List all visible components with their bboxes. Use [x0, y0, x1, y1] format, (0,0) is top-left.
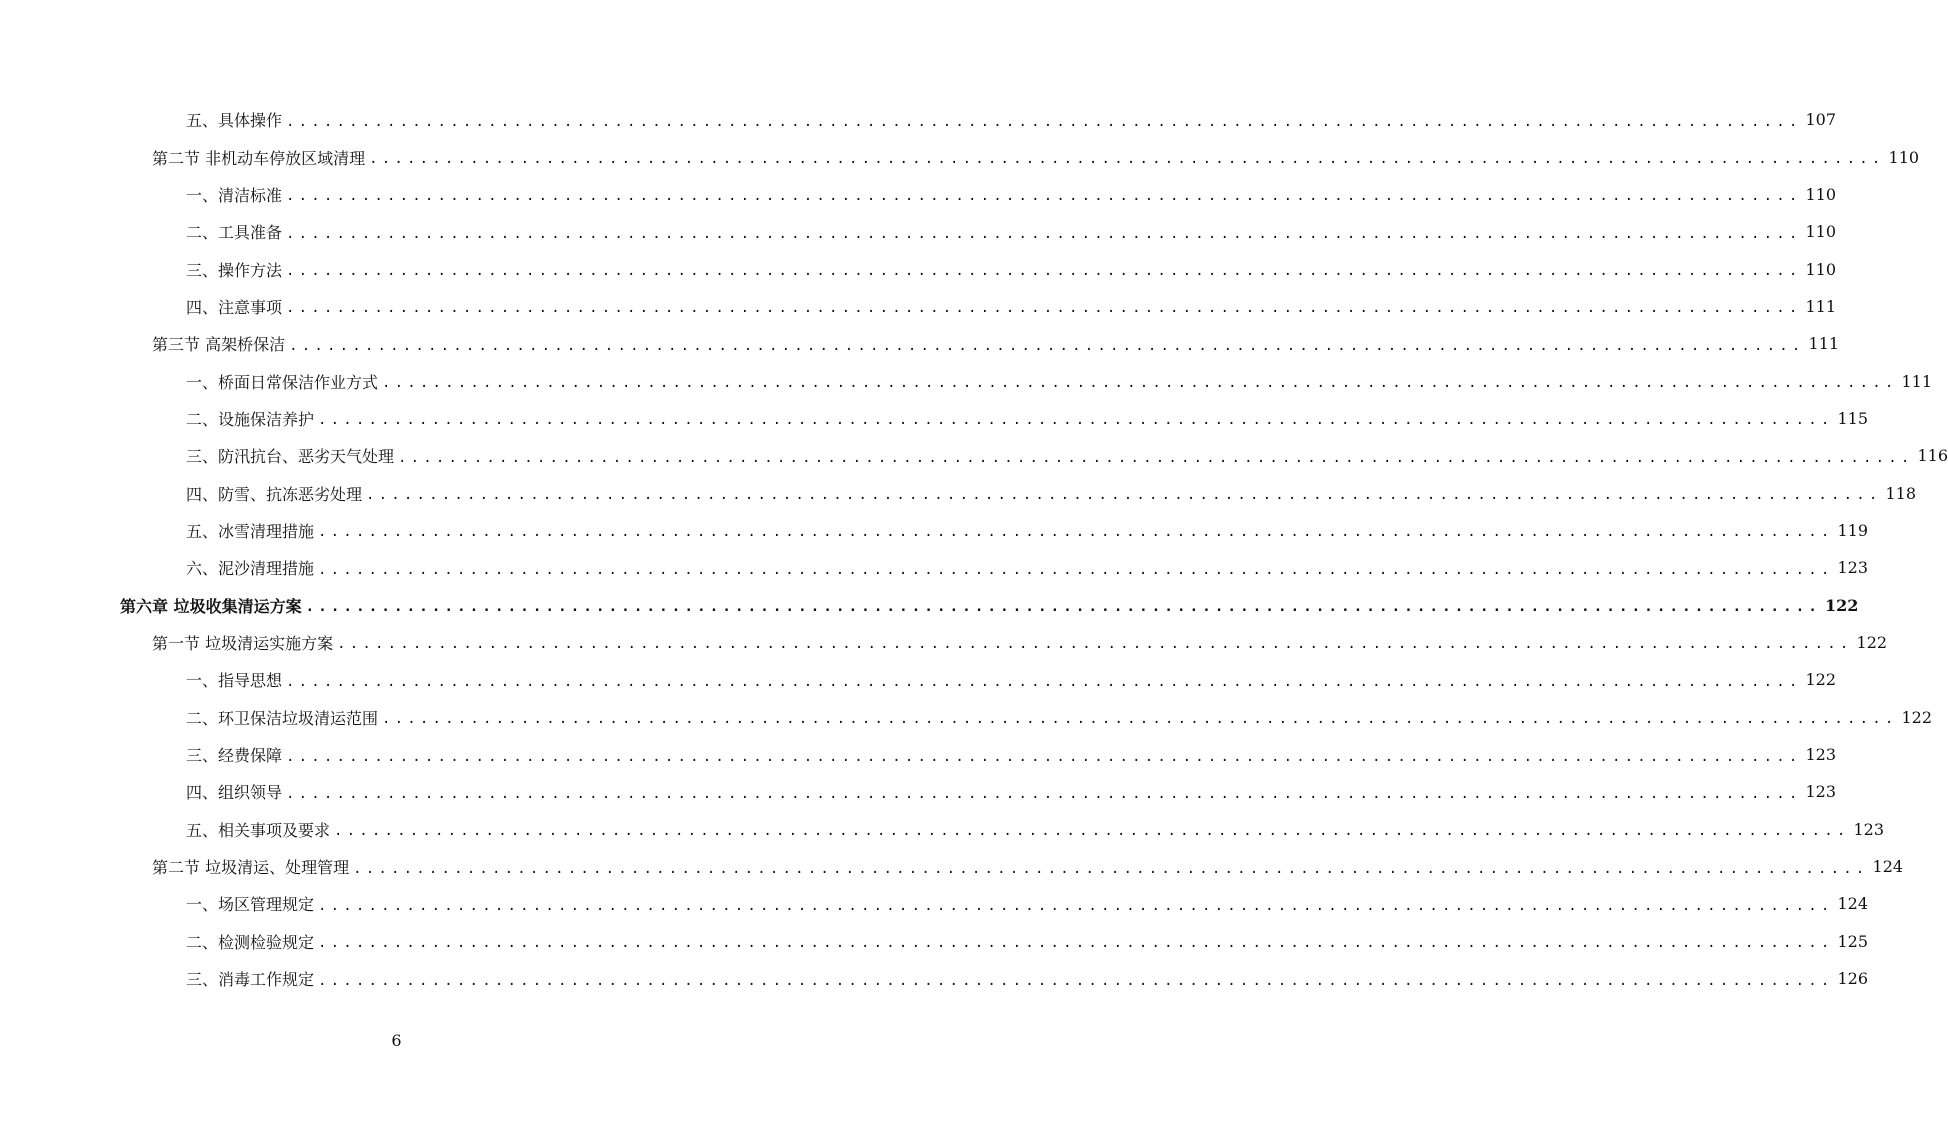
toc-entry[interactable] — [0, 960, 1869, 997]
toc-entry[interactable] — [0, 512, 1869, 549]
toc-entry-title: 三、操作方法 — [186, 260, 283, 280]
page-number: 6 — [391, 1031, 402, 1050]
toc-entry[interactable] — [0, 586, 1859, 623]
toc-entry-title: 三、消毒工作规定 — [186, 970, 315, 990]
toc-dot-leader: ........................................................................................................................ — [286, 673, 1802, 690]
toc-entry-title: 四、防雪、抗冻恶劣处理 — [186, 484, 363, 504]
toc-entry[interactable] — [0, 848, 1904, 885]
toc-entry[interactable] — [0, 624, 1888, 661]
toc-entry-page: 124 — [1837, 894, 1869, 914]
toc-entry-page: 118 — [1885, 483, 1917, 503]
toc-entry-title: 三、防汛抗台、恶劣天气处理 — [186, 447, 395, 467]
toc-entry-page: 110 — [1888, 147, 1920, 167]
toc-entry-page: 123 — [1805, 745, 1837, 765]
toc-entry-title: 第二节 垃圾清运、处理管理 — [152, 858, 350, 878]
toc-entry-title: 一、清洁标准 — [186, 185, 283, 205]
toc-entry[interactable] — [0, 437, 1948, 474]
toc-entry[interactable] — [0, 773, 1837, 810]
toc-entry-title: 第六章 垃圾收集清运方案 — [120, 596, 302, 616]
toc-dot-leader: ........................................................................................................................ — [305, 599, 1822, 616]
toc-entry-title: 二、环卫保洁垃圾清运范围 — [186, 708, 379, 728]
toc-entry[interactable] — [0, 400, 1869, 437]
toc-entry-page: 111 — [1808, 334, 1840, 354]
toc-entry-title: 五、相关事项及要求 — [186, 820, 331, 840]
toc-dot-leader: ........................................................................................................................ — [318, 972, 1834, 989]
toc-dot-leader: ........................................................................................................................ — [337, 636, 1853, 653]
toc-entry-title: 一、桥面日常保洁作业方式 — [186, 372, 379, 392]
toc-entry-page: 107 — [1805, 110, 1837, 130]
toc-entry-title: 六、泥沙清理措施 — [186, 559, 315, 579]
toc-dot-leader: ........................................................................................................................ — [353, 860, 1869, 877]
toc-entry[interactable] — [0, 288, 1837, 325]
toc-dot-leader: ........................................................................................................................ — [382, 375, 1898, 392]
toc-entry-page: 122 — [1856, 632, 1888, 652]
toc-dot-leader: ........................................................................................................................ — [286, 225, 1802, 242]
toc-entry-title: 三、经费保障 — [186, 746, 283, 766]
toc-entry-page: 111 — [1805, 296, 1837, 316]
toc-entry-page: 110 — [1805, 259, 1837, 279]
toc-dot-leader: ........................................................................................................................ — [318, 412, 1834, 429]
toc-entry-page: 122 — [1825, 595, 1859, 615]
toc-entry[interactable] — [0, 362, 1933, 399]
toc-entry[interactable] — [0, 138, 1920, 175]
table-of-contents — [0, 101, 1948, 997]
toc-dot-leader: ........................................................................................................................ — [382, 711, 1898, 728]
toc-entry[interactable] — [0, 101, 1837, 138]
toc-dot-leader: ........................................................................................................................ — [318, 935, 1834, 952]
toc-entry-page: 111 — [1901, 371, 1933, 391]
toc-entry-title: 五、冰雪清理措施 — [186, 521, 315, 541]
toc-entry-page: 122 — [1805, 670, 1837, 690]
toc-dot-leader: ........................................................................................................................ — [366, 487, 1882, 504]
toc-entry-page: 125 — [1837, 931, 1869, 951]
toc-entry[interactable] — [0, 699, 1933, 736]
toc-entry-page: 126 — [1837, 969, 1869, 989]
toc-dot-leader: ........................................................................................................................ — [289, 337, 1805, 354]
toc-entry[interactable] — [0, 474, 1917, 511]
toc-entry-page: 119 — [1837, 520, 1869, 540]
toc-dot-leader: ........................................................................................................................ — [318, 897, 1834, 914]
toc-entry-title: 四、组织领导 — [186, 783, 283, 803]
toc-entry[interactable] — [0, 923, 1869, 960]
toc-entry-page: 110 — [1805, 184, 1837, 204]
toc-entry[interactable] — [0, 325, 1840, 362]
toc-entry-page: 122 — [1901, 707, 1933, 727]
toc-entry-title: 二、工具准备 — [186, 223, 283, 243]
toc-dot-leader: ........................................................................................................................ — [286, 300, 1802, 317]
toc-entry[interactable] — [0, 250, 1837, 287]
toc-entry-page: 116 — [1917, 446, 1948, 466]
toc-dot-leader: ........................................................................................................................ — [286, 263, 1802, 280]
toc-entry-title: 二、检测检验规定 — [186, 932, 315, 952]
toc-entry-title: 二、设施保洁养护 — [186, 409, 315, 429]
toc-dot-leader: ........................................................................................................................ — [318, 561, 1834, 578]
toc-entry-page: 115 — [1837, 408, 1869, 428]
toc-entry[interactable] — [0, 885, 1869, 922]
toc-entry-page: 123 — [1837, 558, 1869, 578]
toc-dot-leader: ........................................................................................................................ — [318, 524, 1834, 541]
toc-dot-leader: ........................................................................................................................ — [334, 823, 1850, 840]
toc-entry-title: 第二节 非机动车停放区域清理 — [152, 148, 366, 168]
toc-dot-leader: ........................................................................................................................ — [286, 748, 1802, 765]
toc-entry-page: 123 — [1805, 782, 1837, 802]
toc-entry[interactable] — [0, 549, 1869, 586]
toc-dot-leader: ........................................................................................................................ — [398, 449, 1914, 466]
toc-entry-page: 124 — [1872, 857, 1904, 877]
toc-entry-title: 一、指导思想 — [186, 671, 283, 691]
toc-entry[interactable] — [0, 661, 1837, 698]
toc-entry[interactable] — [0, 176, 1837, 213]
toc-entry-title: 第一节 垃圾清运实施方案 — [152, 633, 334, 653]
toc-entry-title: 四、注意事项 — [186, 297, 283, 317]
toc-entry[interactable] — [0, 213, 1837, 250]
toc-entry[interactable] — [0, 736, 1837, 773]
toc-dot-leader: ........................................................................................................................ — [286, 188, 1802, 205]
toc-entry-title: 五、具体操作 — [186, 111, 283, 131]
toc-dot-leader: ........................................................................................................................ — [286, 785, 1802, 802]
toc-dot-leader: ........................................................................................................................ — [369, 151, 1885, 168]
toc-dot-leader: ........................................................................................................................ — [286, 113, 1802, 130]
toc-entry-title: 第三节 高架桥保洁 — [152, 335, 286, 355]
toc-entry-page: 123 — [1853, 819, 1885, 839]
toc-entry-title: 一、场区管理规定 — [186, 895, 315, 915]
toc-entry-page: 110 — [1805, 222, 1837, 242]
toc-entry[interactable] — [0, 811, 1885, 848]
